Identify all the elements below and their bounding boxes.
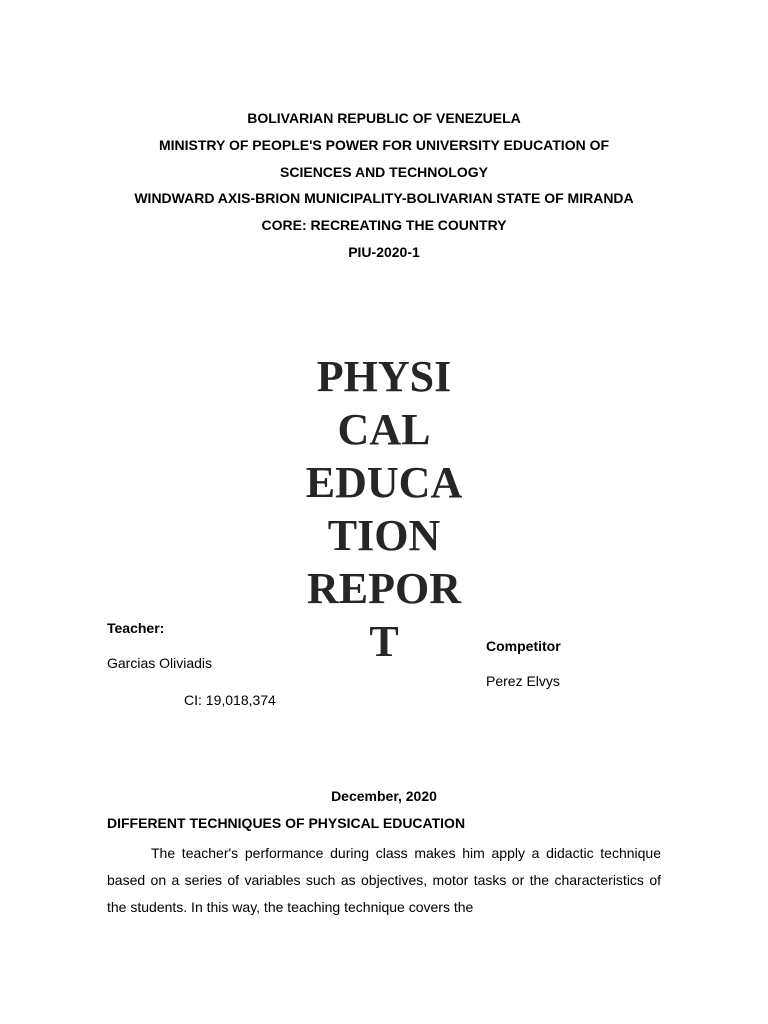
report-date: December, 2020 — [331, 788, 437, 804]
header-line-country: BOLIVARIAN REPUBLIC OF VENEZUELA — [247, 110, 521, 126]
competitor-name: Perez Elvys — [486, 673, 560, 689]
teacher-name: Garcias Oliviadis — [107, 655, 213, 671]
header-line-code: PIU-2020-1 — [348, 243, 420, 260]
header-line-ministry: MINISTRY OF PEOPLE'S POWER FOR UNIVERSITY EDUCATION OF — [158, 136, 610, 153]
header-line-municipality: WINDWARD AXIS-BRION MUNICIPALITY-BOLIVARIAN STATE OF MIRANDA — [134, 190, 634, 207]
teacher-ci: CI: 19,018,374 — [184, 692, 276, 708]
header-line-core: CORE: RECREATING THE COUNTRY — [261, 217, 507, 234]
report-title — [290, 350, 478, 668]
teacher-label: Teacher: — [107, 620, 165, 636]
competitor-label: Competitor — [486, 638, 561, 654]
institution-header — [0, 108, 768, 269]
section-heading: DIFFERENT TECHNIQUES OF PHYSICAL EDUCATION — [107, 815, 466, 831]
title-line: T — [369, 617, 399, 666]
header-line-sciences: SCIENCES AND TECHNOLOGY — [280, 163, 488, 180]
title-line: EDUCA — [305, 458, 463, 507]
title-line: PHYSI — [316, 352, 452, 401]
body-paragraph: The teacher's performance during class makes him apply a didactic technique based on a series of variables such as objectives, motor tasks or the characteristics of the students. In this way, the teaching technique covers the — [107, 845, 661, 915]
title-line: REPOR — [307, 564, 461, 613]
title-line: TION — [327, 511, 441, 560]
title-line: CAL — [337, 405, 431, 454]
